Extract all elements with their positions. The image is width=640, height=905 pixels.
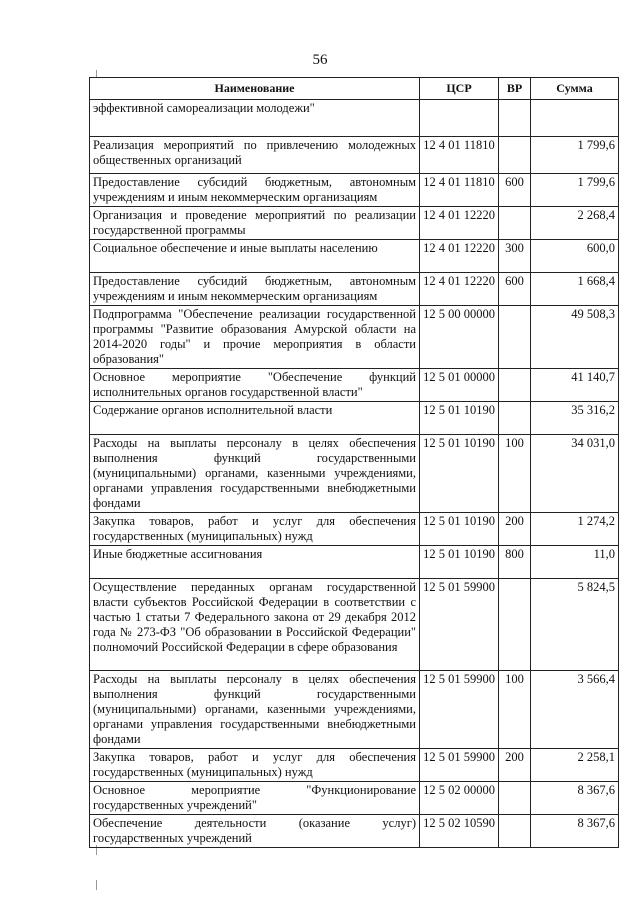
row-name: Расходы на выплаты персоналу в целях обеспечения выполнения функций государственными (муниципальными) органами, казенными учреждениями, органами управления государственными внебюджетными фондами xyxy=(90,435,420,513)
table-row xyxy=(90,815,619,848)
row-name: Основное мероприятие "Обеспечение функций исполнительных органов государственной власти" xyxy=(90,369,420,402)
row-name: Предоставление субсидий бюджетным, автономным учреждениям и иным некоммерческим организациям xyxy=(90,174,420,207)
row-sum: 49 508,3 xyxy=(531,306,619,369)
row-sum: 2 268,4 xyxy=(531,207,619,240)
table-row xyxy=(90,207,619,240)
row-vr xyxy=(499,782,531,815)
row-sum: 2 258,1 xyxy=(531,749,619,782)
row-csr: 12 5 01 10190 xyxy=(420,435,499,513)
table-row xyxy=(90,435,619,513)
row-csr: 12 4 01 11810 xyxy=(420,137,499,174)
row-csr: 12 4 01 12220 xyxy=(420,240,499,273)
table-row xyxy=(90,513,619,546)
row-csr: 12 5 01 10190 xyxy=(420,402,499,435)
table-row xyxy=(90,579,619,671)
table-row xyxy=(90,671,619,749)
row-sum: 1 799,6 xyxy=(531,174,619,207)
row-csr: 12 5 02 10590 xyxy=(420,815,499,848)
row-csr: 12 5 01 59900 xyxy=(420,579,499,671)
header-name: Наименование xyxy=(90,78,420,100)
row-sum: 1 274,2 xyxy=(531,513,619,546)
row-vr xyxy=(499,369,531,402)
row-sum: 1 799,6 xyxy=(531,137,619,174)
row-name: Осуществление переданных органам государственной власти субъектов Российской Федерации в соответствии с частью 1 статьи 7 Федерального закона от 29 декабря 2012 года № 273-ФЗ "Об образовании в Российской Федерации" полномочий Российской Федерации в сфере образования xyxy=(90,579,420,671)
row-name: Подпрограмма "Обеспечение реализации государственной программы "Развитие образования Амурской области на 2014-2020 годы" и прочие мероприятия в области образования" xyxy=(90,306,420,369)
row-csr: 12 5 01 10190 xyxy=(420,546,499,579)
row-csr xyxy=(420,100,499,137)
table-header-row xyxy=(90,78,619,100)
row-name: Обеспечение деятельности (оказание услуг) государственных учреждений xyxy=(90,815,420,848)
row-vr xyxy=(499,579,531,671)
row-name: Реализация мероприятий по привлечению молодежных общественных организаций xyxy=(90,137,420,174)
header-sum: Сумма xyxy=(531,78,619,100)
row-csr: 12 4 01 12220 xyxy=(420,207,499,240)
row-csr: 12 4 01 12220 xyxy=(420,273,499,306)
margin-mark xyxy=(96,880,97,890)
row-name: Организация и проведение мероприятий по реализации государственной программы xyxy=(90,207,420,240)
row-name: Основное мероприятие "Функционирование государственных учреждений" xyxy=(90,782,420,815)
page-number: 56 xyxy=(312,52,328,68)
row-vr xyxy=(499,402,531,435)
table-row xyxy=(90,402,619,435)
row-sum xyxy=(531,100,619,137)
row-sum: 8 367,6 xyxy=(531,782,619,815)
table-row xyxy=(90,369,619,402)
row-sum: 11,0 xyxy=(531,546,619,579)
row-vr: 600 xyxy=(499,273,531,306)
row-sum: 35 316,2 xyxy=(531,402,619,435)
table-row xyxy=(90,100,619,137)
row-sum: 5 824,5 xyxy=(531,579,619,671)
row-vr xyxy=(499,137,531,174)
row-vr xyxy=(499,306,531,369)
row-csr: 12 5 02 00000 xyxy=(420,782,499,815)
header-csr: ЦСР xyxy=(420,78,499,100)
row-csr: 12 5 01 59900 xyxy=(420,671,499,749)
row-vr xyxy=(499,100,531,137)
table-row xyxy=(90,137,619,174)
table-row xyxy=(90,546,619,579)
table-row xyxy=(90,273,619,306)
budget-table xyxy=(89,77,619,848)
table-row xyxy=(90,306,619,369)
row-csr: 12 5 01 59900 xyxy=(420,749,499,782)
row-csr: 12 5 01 10190 xyxy=(420,513,499,546)
row-vr: 800 xyxy=(499,546,531,579)
row-sum: 600,0 xyxy=(531,240,619,273)
row-vr xyxy=(499,207,531,240)
row-vr: 100 xyxy=(499,671,531,749)
table-row xyxy=(90,174,619,207)
row-csr: 12 5 00 00000 xyxy=(420,306,499,369)
row-name: эффективной самореализации молодежи" xyxy=(90,100,420,137)
header-vr: ВР xyxy=(499,78,531,100)
row-name: Закупка товаров, работ и услуг для обеспечения государственных (муниципальных) нужд xyxy=(90,513,420,546)
row-sum: 3 566,4 xyxy=(531,671,619,749)
table-row xyxy=(90,749,619,782)
table-row xyxy=(90,240,619,273)
row-name: Социальное обеспечение и иные выплаты населению xyxy=(90,240,420,273)
row-name: Содержание органов исполнительной власти xyxy=(90,402,420,435)
row-sum: 41 140,7 xyxy=(531,369,619,402)
row-vr: 100 xyxy=(499,435,531,513)
row-vr: 200 xyxy=(499,749,531,782)
row-name: Расходы на выплаты персоналу в целях обеспечения выполнения функций государственными (муниципальными) органами, казенными учреждениями, органами управления государственными внебюджетными фондами xyxy=(90,671,420,749)
row-name: Иные бюджетные ассигнования xyxy=(90,546,420,579)
row-name: Предоставление субсидий бюджетным, автономным учреждениям и иным некоммерческим организациям xyxy=(90,273,420,306)
row-sum: 34 031,0 xyxy=(531,435,619,513)
row-csr: 12 5 01 00000 xyxy=(420,369,499,402)
table-row xyxy=(90,782,619,815)
row-vr: 200 xyxy=(499,513,531,546)
row-sum: 1 668,4 xyxy=(531,273,619,306)
row-sum: 8 367,6 xyxy=(531,815,619,848)
row-vr xyxy=(499,815,531,848)
row-vr: 300 xyxy=(499,240,531,273)
row-vr: 600 xyxy=(499,174,531,207)
row-name: Закупка товаров, работ и услуг для обеспечения государственных (муниципальных) нужд xyxy=(90,749,420,782)
row-csr: 12 4 01 11810 xyxy=(420,174,499,207)
